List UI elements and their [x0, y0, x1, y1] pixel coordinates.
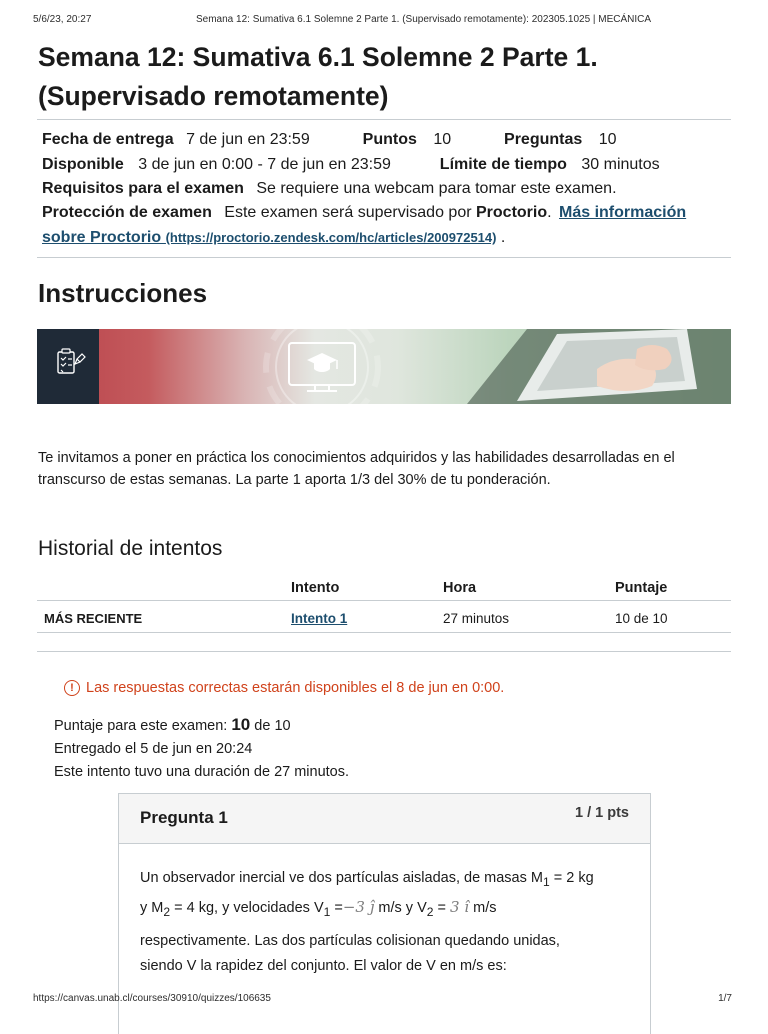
print-doc-title: Semana 12: Sumativa 6.1 Solemne 2 Parte 1. (Supervisado remotamente): 202305.1025 | MECÁNICA [196, 14, 652, 25]
instructions-heading: Instrucciones [38, 278, 208, 308]
instructions-text: Te invitamos a poner en práctica los conocimientos adquiridos y las habilidades desarrolladas en el transcurso de estas semanas. La parte 1 aporta 1/3 del 30% de tu ponderación. [38, 450, 675, 488]
history-heading: Historial de intentos [38, 537, 223, 560]
attempts-table [37, 575, 731, 633]
score-prefix: Puntaje para este examen: [54, 718, 228, 734]
duration-line: Este intento tuvo una duración de 27 minutos. [54, 764, 350, 780]
velocity-2-vector: 3 î [450, 897, 470, 916]
attempt-link[interactable]: Intento 1 [291, 610, 348, 626]
table-row [37, 601, 731, 633]
score-line [54, 713, 349, 738]
quiz-meta-row-4: Protección de examen Este examen será supervisado por Proctorio. Más información [42, 204, 687, 221]
banner-illustration [37, 329, 731, 404]
attempts-header-row [37, 575, 731, 601]
quiz-meta-row-1 [42, 128, 617, 152]
quiz-meta-row-3 [42, 177, 617, 201]
instructions-banner-image [37, 329, 731, 404]
question-line-1: Un observador inercial ve dos partículas aisladas, de masas $M_1 = 2$ kg [140, 870, 594, 889]
meta-divider [37, 257, 731, 258]
col-header-score: Puntaje [608, 575, 731, 601]
attempt-time: 27 minutos [436, 601, 608, 633]
page-title: Semana 12: Sumativa 6.1 Solemne 2 Parte 1. (Supervisado remotamente) [38, 42, 598, 111]
score-suffix: de 10 [254, 718, 291, 734]
proctorio-info-url: (https://proctorio.zendesk.com/hc/articles/200972514) [165, 230, 497, 245]
questions-value: 10 [598, 131, 617, 148]
col-header-attempt: Intento [284, 575, 436, 601]
available-value: 3 de jun en 0:00 - 7 de jun en 23:59 [138, 156, 391, 173]
proctorio-brand: Proctorio [476, 204, 548, 221]
score-value: 10 [231, 715, 251, 734]
attempt-score: 10 de 10 [608, 601, 731, 633]
requirements-value: Se requiere una webcam para tomar este examen. [256, 180, 617, 197]
col-header-time: Hora [436, 575, 608, 601]
velocity-1-vector: −3 ĵ [342, 897, 375, 916]
row-label: MÁS RECIENTE [37, 601, 284, 633]
answers-notice [64, 680, 504, 696]
points-value: 10 [433, 131, 452, 148]
question-line-4: siendo V la rapidez del conjunto. El valor de V en m/s es: [140, 957, 507, 974]
title-divider [37, 119, 731, 120]
history-divider [37, 651, 731, 652]
submitted-line: Entregado el 5 de jun en 20:24 [54, 741, 253, 757]
time-limit-label: Límite de tiempo [439, 156, 567, 173]
quiz-meta-row-2 [42, 153, 660, 177]
proctorio-info-link-cont[interactable]: sobre Proctorio (https://proctorio.zendesk.com/hc/articles/200972514) [42, 229, 497, 246]
protection-label: Protección de examen [42, 204, 212, 221]
question-text [140, 866, 635, 979]
question-points: 1 / 1 pts [575, 805, 629, 821]
question-line-3: respectivamente. Las dos partículas colisionan quedando unidas, [140, 932, 560, 949]
question-line-2: y $M_2 = 4$ kg, y velocidades $V_1 =-3$ ĵ m/s y $V_2 = 3$ î m/s [140, 897, 497, 919]
question-header [119, 794, 650, 844]
proctorio-info-link[interactable]: Más información [559, 204, 687, 221]
protection-text: Este examen será supervisado por [224, 204, 472, 221]
due-value: 7 de jun en 23:59 [186, 131, 310, 148]
points-label: Puntos [362, 131, 417, 148]
available-label: Disponible [42, 156, 124, 173]
question-title: Pregunta 1 [140, 808, 228, 827]
due-label: Fecha de entrega [42, 131, 174, 148]
warning-circle-icon: ! [64, 680, 80, 696]
requirements-label: Requisitos para el examen [42, 180, 244, 197]
col-header-empty [37, 575, 284, 601]
questions-label: Preguntas [504, 131, 583, 148]
print-url: https://canvas.unab.cl/courses/30910/quizzes/106635 [33, 993, 271, 1004]
score-summary [54, 713, 349, 784]
print-page-number: 1/7 [718, 993, 732, 1004]
print-date: 5/6/23, 20:27 [33, 14, 92, 25]
notice-text: Las respuestas correctas estarán disponibles el 8 de jun en 0:00. [86, 680, 505, 696]
quiz-meta-row-5: sobre Proctorio (https://proctorio.zendesk.com/hc/articles/200972514) . [42, 229, 506, 246]
time-limit-value: 30 minutos [581, 156, 660, 173]
